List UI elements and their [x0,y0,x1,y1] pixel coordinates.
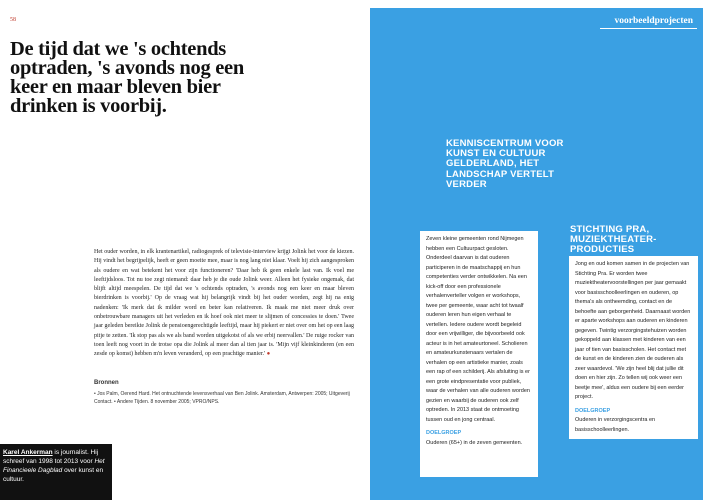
article-text: Het ouder worden, in elk krantenartikel, radiogesprek of televisie-interview krijgt Jolink het voor de kiezen. Hij vindt het begrijpelijk, heeft er geen moeite mee, maar is nog lang niet klaar. Voelt hij zich aangesproken als oudere en wat betekent het voor zijn functioneren? 'Daar heb ik geen enkele last van. Ik voel me leeftijdsloos. Tot nu toe zegt niemand: daar heb je die oude Jolink weer. Alleen het fysieke ongemak, dat blijft altijd meespelen. De tijd dat we 's ochtends optraden, 's avonds nog een keer en maar bleven bierdrinken is voorbij.' Op de vraag wat hij belangrijk vindt bij het ouder worden, zegt hij na enig nadenken: 'Ik merk dat ik milder word en beter kan relativeren. Ik maak me niet meer druk over onbetrouwbare managers uit het verleden en ik hoef ook niet meer te slijmen of concessies te doen.' Twee jaar geleden bereikte Jolink de pensioengerechtigde leeftijd, maar hij piekert er niet over om het op een laag pitje te zetten. 'Ik stop pas als we als band worden uitgekotst of als we erbij neervallen.' De ruige rocker van toen leeft nog voort in de trotse opa die Jolink al meer dan al tien jaar is. 'Mijn vijf kleinkinderen (en een zesde op komst) hebben m'n leven veranderd, op een prachtige manier.' [94,249,354,358]
project1-target-body: Ouderen (65+) in de zeven gemeenten. [426,439,523,446]
author-publication: Het Financieele Dagblad [3,458,105,474]
project1-target-title: DOELGROEP [426,430,462,436]
project2-column [569,256,698,439]
project1-body: Zeven kleine gemeenten rond Nijmegen hebben een Cultuurpact gesloten. Onderdeel daarvan is dat ouderen participeren in de maatschappij en hun competenties verder ontwikkelen. Na een kick-off door een professionele verhalenverteller volgen er workshops, twee per gemeente, waar acht tot twaalf ouderen leren hun eigen verhaal te vertellen. Iedere oudere wordt begeleid door een vrijwilliger, die bijvoorbeeld ook acteur is in het amateurtoneel. Scholieren en amateurkunstenaars vertalen de verhalen op een artistieke manier, zoals een rap of een schilderij. Als afsluiting is er een grote eindpresentatie voor publiek, waar de verhalen van alle ouderen worden gezien en waarbij de ouderen ook zelf optreden. In 2013 staat de ontmoeting tussen oud en jong centraal. [426,236,530,423]
project1-column [420,231,538,477]
headline: De tijd dat we 's ochtends optraden, 's avonds nog een keer en maar bleven bier drinken is voorbij. [10,38,244,117]
sources-list: • Jos Palm, Oerend Hard. Het ontnuchtende levensverhaal van Ben Jolink. Amsterdam, Antwerpen: 2005; Uitgeverij Contact. • Andere Tijden. 8 november 2005; VPRO/NPS. [94,391,350,405]
author-box [0,444,112,500]
project2-title: STICHTING PRA, MUZIEKTHEATER-PRODUCTIES [570,224,657,256]
author-bio-end: over kunst en cultuur. [3,467,104,483]
page-number: 58 [10,17,16,23]
project2-body: Jong en oud komen samen in de projecten van Stichting Pra. Er worden twee muziektheatervoorstellingen per jaar gemaakt voor basisschoolleerlingen en ouderen, op thema's als ontheemding, contact en de behoefte aan geborgenheid. Daarnaast worden er aparte workshops aan ouderen en kinderen gegeven. Twintig verzorgingstehuizen worden gekoppeld aan klassen met kinderen van een jaar of tien van basisscholen. Het contact met de kunst en de kinderen zien de ouderen als zeer waardevol. 'We zijn heel blij dat jullie dit doen en hier zijn. Zo tellen wij ook weer een beetje mee', aldus een oudere bij een eerder project. [575,261,691,400]
project2-target-body: Ouderen in verzorgingscentra en basisschoolleerlingen. [575,417,656,433]
tag-divider [600,28,697,29]
project2-target-title: DOELGROEP [575,407,611,414]
end-mark-icon: ● [266,351,271,358]
sources-section [94,380,354,406]
project1-title: KENNISCENTRUM VOOR KUNST EN CULTUUR GELDERLAND, HET LANDSCHAP VERTELT VERDER [446,138,564,190]
sources-title: Bronnen [94,380,119,386]
section-tag: voorbeeldprojecten [614,16,693,26]
article-body [94,248,354,360]
author-bio-start: is journalist. Hij schreef van 1998 tot 2013 voor [3,449,99,465]
author-name: Karel Ankerman [3,449,53,456]
